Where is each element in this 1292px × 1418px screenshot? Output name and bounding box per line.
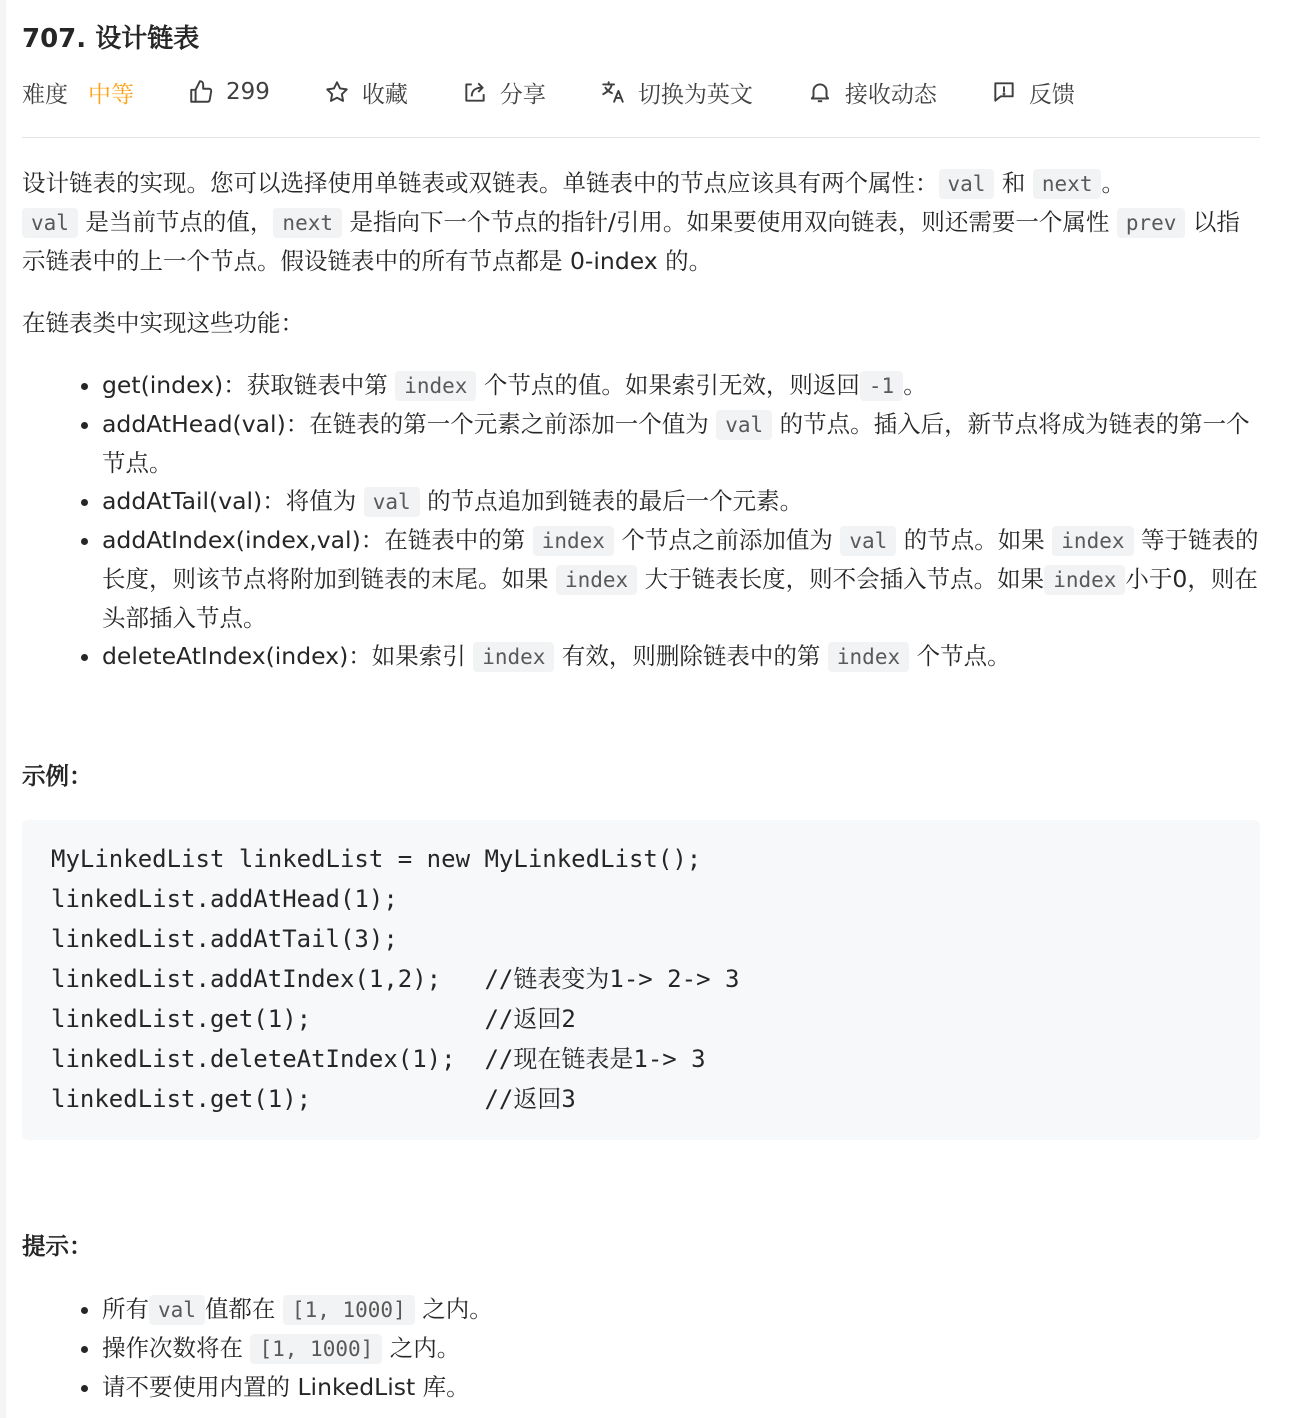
code-index: index (473, 642, 554, 672)
text: 。 (1101, 169, 1125, 197)
text: 之内。 (414, 1295, 493, 1323)
problem-description (22, 164, 1260, 676)
translate-icon (600, 79, 626, 105)
text: 操作次数将在 (102, 1334, 251, 1362)
code-line: linkedList.deleteAtIndex(1); //现在链表是1-> 3 (51, 1045, 706, 1073)
list-item (102, 1368, 1202, 1406)
favorite-button[interactable] (324, 76, 408, 109)
feedback-label: 反馈 (1028, 81, 1075, 108)
subscribe-label: 接收动态 (844, 81, 937, 108)
header-divider (22, 137, 1260, 138)
text: addAtHead(val)：在链表的第一个元素之前添加一个值为 (102, 410, 717, 438)
code-val: val (22, 208, 78, 238)
example-code-block (22, 820, 1260, 1140)
text: 有效，则删除链表中的第 (554, 642, 828, 670)
code-prev: prev (1117, 208, 1186, 238)
left-panel-edge (0, 0, 6, 1418)
text: 是当前节点的值， (77, 208, 274, 236)
list-item (102, 405, 1260, 482)
favorite-label: 收藏 (361, 81, 408, 108)
text: 所有 (102, 1295, 149, 1323)
code-line: MyLinkedList linkedList = new MyLinkedList(); (51, 845, 702, 873)
code-line: linkedList.get(1); //返回2 (51, 1005, 576, 1033)
code-index: index (395, 371, 476, 401)
text: 和 (994, 169, 1033, 197)
text: 。 (903, 371, 927, 399)
hints-heading: 提示： (22, 1232, 93, 1260)
code-val: val (364, 487, 420, 517)
share-icon (462, 79, 488, 105)
like-count: 299 (226, 79, 270, 105)
code-val: val (149, 1295, 205, 1325)
code-index: index (1044, 565, 1125, 595)
code-index: index (533, 526, 614, 556)
text: deleteAtIndex(index)：如果索引 (102, 642, 474, 670)
code-minus-one: -1 (860, 371, 903, 401)
text: get(index)：获取链表中第 (102, 371, 396, 399)
list-item (102, 1290, 1202, 1329)
list-item (102, 366, 1260, 405)
text: 等于链表的长度，则该节点将附加到链表的末尾。如果 (102, 526, 1259, 593)
list-item (102, 482, 1260, 521)
text: 小于0，则在头部插入节点。 (102, 565, 1258, 632)
code-index: index (828, 642, 909, 672)
code-val: val (939, 169, 995, 199)
text: 以指示链表中的上一个节点。假设链表中的所有节点都是 0-index 的。 (22, 208, 1240, 275)
text: 大于链表长度，则不会插入节点。如果 (637, 565, 1045, 593)
code-val: val (716, 410, 772, 440)
example-heading: 示例： (22, 762, 93, 790)
difficulty-badge: 中等 (88, 81, 134, 108)
text: 之内。 (382, 1334, 461, 1362)
method-list (22, 366, 1260, 676)
text: 的节点追加到链表的最后一个元素。 (419, 487, 804, 515)
text: 设计链表的实现。您可以选择使用单链表或双链表。单链表中的节点应该具有两个属性： (22, 169, 939, 197)
list-item (102, 637, 1260, 676)
code-index: index (1052, 526, 1133, 556)
bell-icon (807, 79, 833, 105)
code-line: linkedList.addAtHead(1); (51, 885, 398, 913)
text: 值都在 (204, 1295, 283, 1323)
code-next: next (1033, 169, 1102, 199)
list-item (102, 1329, 1202, 1368)
problem-title: 707. 设计链表 (22, 24, 200, 54)
subscribe-button[interactable] (807, 76, 937, 109)
hint-list (22, 1290, 1202, 1406)
text: 个节点。 (909, 642, 1011, 670)
like-button[interactable] (188, 79, 270, 105)
feedback-icon (991, 79, 1017, 105)
feedback-button[interactable] (991, 76, 1075, 109)
share-button[interactable] (462, 76, 546, 109)
translate-label: 切换为英文 (637, 81, 753, 108)
description-paragraph (22, 164, 1260, 280)
star-icon (324, 79, 350, 105)
code-val: val (840, 526, 896, 556)
code-line: linkedList.addAtTail(3); (51, 925, 398, 953)
difficulty-label: 难度 (22, 81, 68, 108)
code-line: linkedList.get(1); //返回3 (51, 1085, 576, 1113)
code-range: [1, 1000] (283, 1295, 415, 1325)
text: 个节点之前添加值为 (613, 526, 841, 554)
thumbs-up-icon (188, 79, 214, 105)
text: 个节点的值。如果索引无效，则返回 (476, 371, 860, 399)
text: addAtTail(val)：将值为 (102, 487, 364, 515)
translate-button[interactable] (600, 76, 753, 109)
text: 的节点。插入后，新节点将成为链表的第一个节点。 (102, 410, 1250, 477)
share-label: 分享 (499, 81, 546, 108)
code-index: index (556, 565, 637, 595)
list-item (102, 521, 1260, 637)
code-range: [1, 1000] (250, 1334, 382, 1364)
functions-intro: 在链表类中实现这些功能： (22, 309, 304, 337)
text: 请不要使用内置的 LinkedList 库。 (102, 1373, 470, 1401)
text: 的节点。如果 (896, 526, 1053, 554)
text: 是指向下一个节点的指针/引用。如果要使用双向链表，则还需要一个属性 (342, 208, 1117, 236)
code-line: linkedList.addAtIndex(1,2); //链表变为1-> 2-> 3 (51, 965, 740, 993)
meta-toolbar (22, 74, 1129, 110)
text: addAtIndex(index,val)：在链表中的第 (102, 526, 533, 554)
code-next: next (273, 208, 342, 238)
